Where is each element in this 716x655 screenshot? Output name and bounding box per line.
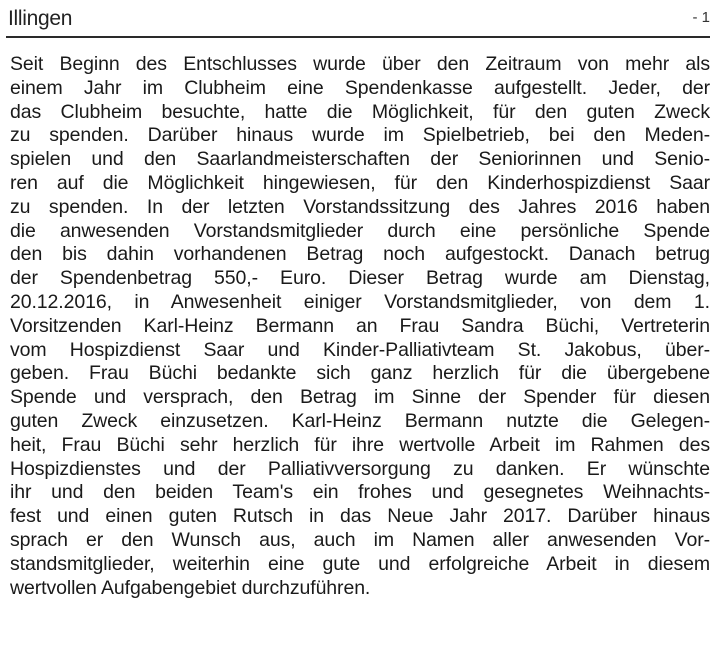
header-title: Illingen (8, 7, 73, 30)
article-line: zu spenden. In der letzten Vorstandssitzung des Jahres 2016 haben (10, 195, 710, 218)
article-line: Hospizdienstes und der Palliativversorgung zu danken. Er wünschte (10, 457, 710, 480)
article-line: Seit Beginn des Entschlusses wurde über den Zeitraum von mehr als (10, 53, 710, 75)
article-line: ihr und den beiden Team's ein frohes und gesegnetes Weihnachts- (10, 481, 710, 504)
header-rule (6, 36, 710, 38)
article-line: 20.12.2016, in Anwesenheit einiger Vorstandsmitglieder, von dem 1. (10, 290, 710, 313)
article-line: die anwesenden Vorstandsmitglieder durch eine persönliche Spende (10, 219, 710, 242)
article-line: das Clubheim besuchte, hatte die Möglichkeit, für den guten Zweck (10, 100, 710, 123)
article-line: geben. Frau Büchi bedankte sich ganz herzlich für die übergebene (10, 362, 710, 385)
article-line: zu spenden. Darüber hinaus wurde im Spielbetrieb, bei den Meden- (10, 124, 710, 147)
article-line: fest und einen guten Rutsch in das Neue Jahr 2017. Darüber hinaus (10, 505, 710, 528)
article-line: guten Zweck einzusetzen. Karl-Heinz Bermann nutzte die Gelegen- (10, 409, 710, 432)
article-line: den bis dahin vorhandenen Betrag noch aufgestockt. Danach betrug (10, 243, 710, 266)
article-line: ren auf die Möglichkeit hingewiesen, für den Kinderhospizdienst Saar (10, 171, 710, 194)
article-line: einem Jahr im Clubheim eine Spendenkasse aufgestellt. Jeder, der (10, 76, 710, 99)
article-line: vom Hospizdienst Saar und Kinder-Palliativteam St. Jakobus, über- (10, 338, 710, 361)
article-line: Vorsitzenden Karl-Heinz Bermann an Frau Sandra Büchi, Vertreterin (10, 314, 710, 337)
article-body (10, 53, 710, 600)
article-line: standsmitglieder, weiterhin eine gute und erfolgreiche Arbeit in diesem (10, 552, 710, 575)
article-line: spielen und den Saarlandmeisterschaften der Seniorinnen und Senio- (10, 148, 710, 171)
article-line: Spende und versprach, den Betrag im Sinne der Spender für diesen (10, 386, 710, 409)
article-line: sprach er den Wunsch aus, auch im Namen aller anwesenden Vor- (10, 528, 710, 551)
article-line: wertvollen Aufgabengebiet durchzuführen. (10, 576, 371, 599)
article-line: heit, Frau Büchi sehr herzlich für ihre wertvolle Arbeit im Rahmen des (10, 433, 710, 456)
page-header (6, 0, 710, 38)
header-page-mark: - 1 (692, 9, 710, 26)
article-line: der Spendenbetrag 550,- Euro. Dieser Betrag wurde am Dienstag, (10, 267, 710, 290)
